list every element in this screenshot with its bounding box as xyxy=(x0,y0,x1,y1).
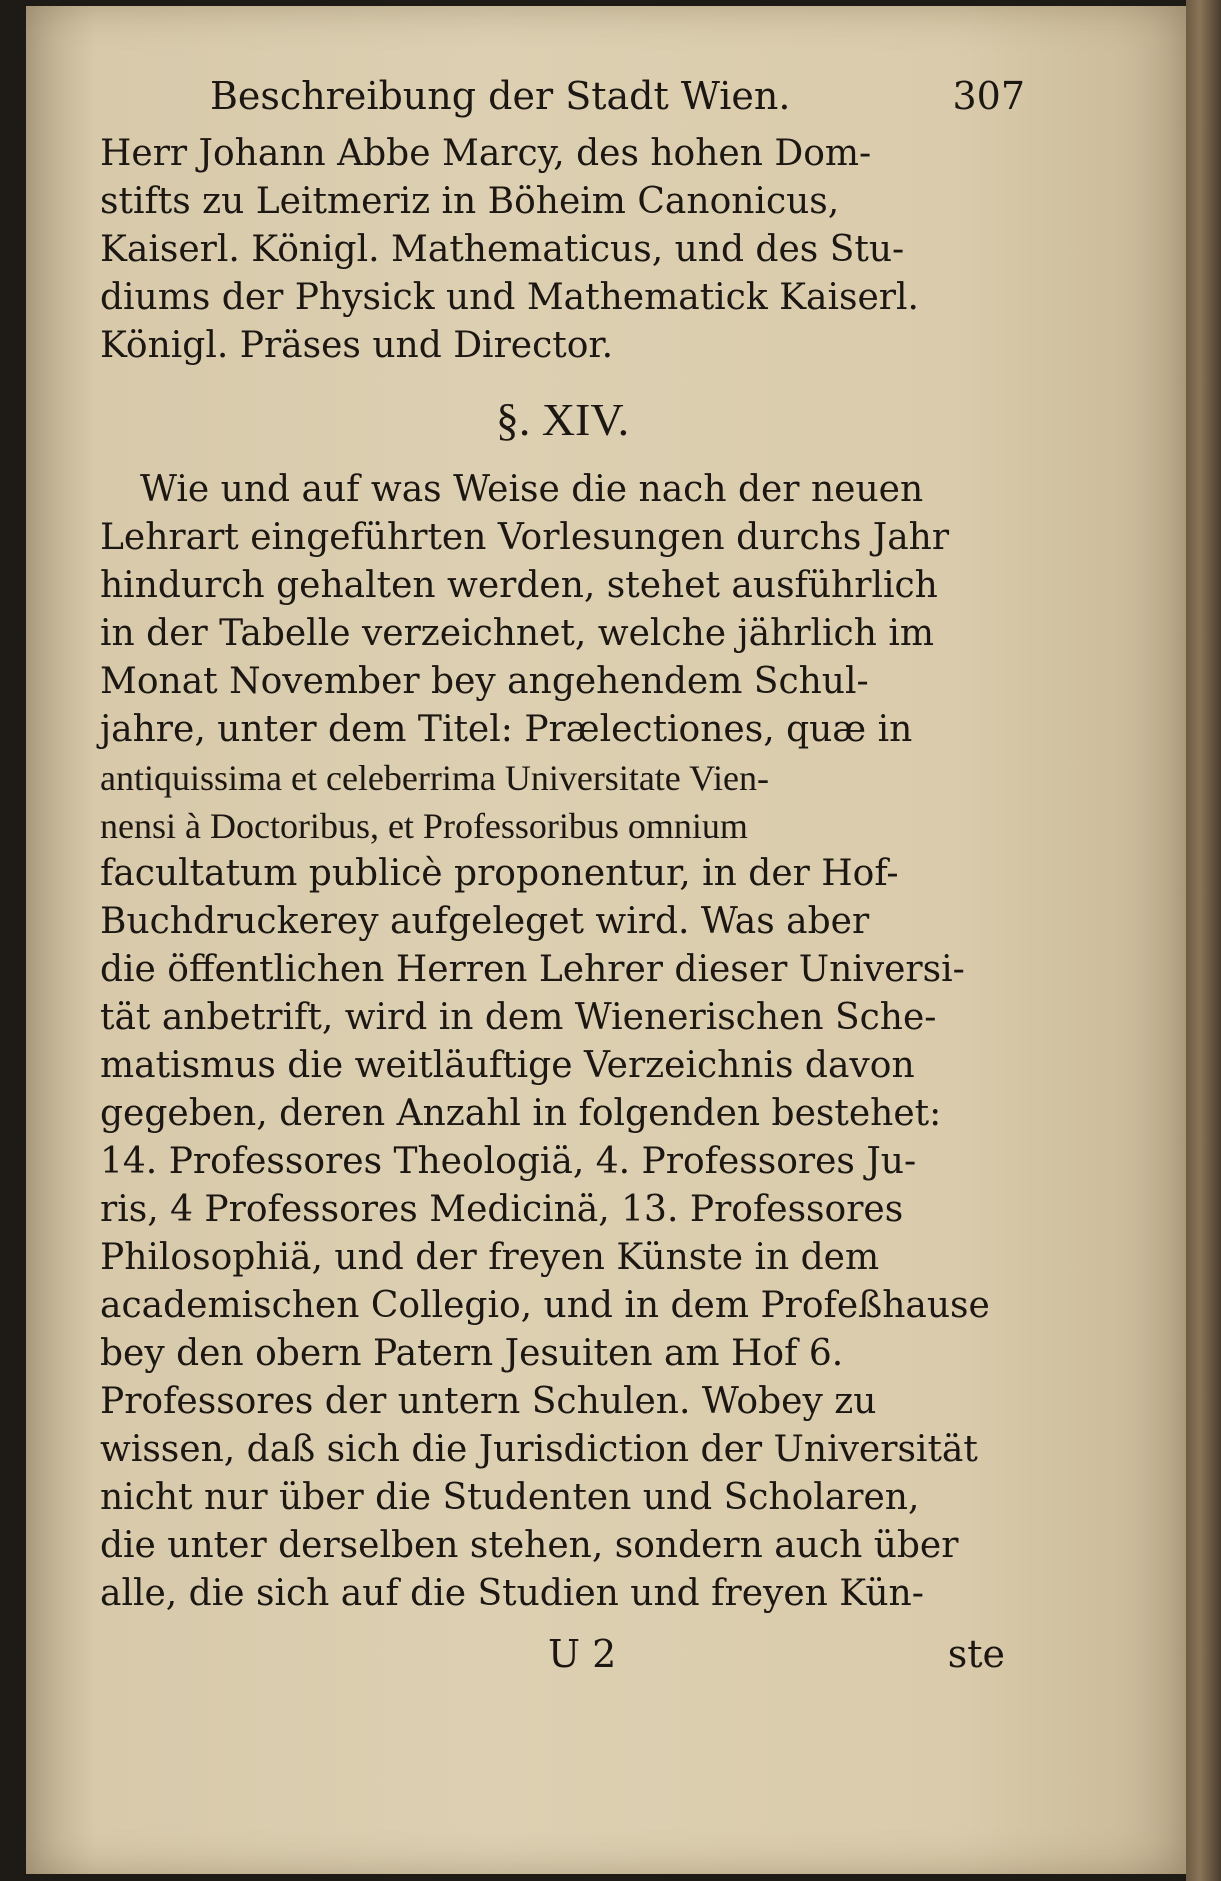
text-line: hindurch gehalten werden, stehet ausführlich xyxy=(100,565,938,606)
text-line: ris, 4 Professores Medicinä, 13. Professores xyxy=(100,1189,904,1230)
text-line: facultatum publicè proponentur, in der Hof- xyxy=(100,853,899,894)
text-line: tät anbetrift, wird in dem Wienerischen Sche- xyxy=(100,997,937,1038)
text-line: academischen Collegio, und in dem Profeßhause xyxy=(100,1285,990,1326)
page-number: 307 xyxy=(952,74,1025,118)
text-line: wissen, daß sich die Jurisdiction der Universität xyxy=(100,1429,978,1470)
intro-paragraph xyxy=(100,130,1025,370)
text-line: Professores der untern Schulen. Wobey zu xyxy=(100,1381,877,1422)
page-footer xyxy=(100,1626,1025,1686)
text-line: in der Tabelle verzeichnet, welche jährlich im xyxy=(100,613,934,654)
text-line: Monat November bey angehendem Schul- xyxy=(100,661,869,702)
text-line: diums der Physick und Mathematick Kaiserl. xyxy=(100,277,919,318)
text-line: gegeben, deren Anzahl in folgenden bestehet: xyxy=(100,1093,942,1134)
text-line: Kaiserl. Königl. Mathematicus, und des Stu- xyxy=(100,229,905,270)
body-paragraph xyxy=(100,466,1025,1618)
text-line: Philosophiä, und der freyen Künste in dem xyxy=(100,1237,880,1278)
text-line: antiquissima et celeberrima Universitate Vien- xyxy=(100,758,769,798)
running-title: Beschreibung der Stadt Wien. xyxy=(210,74,791,118)
text-line: die unter derselben stehen, sondern auch über xyxy=(100,1525,959,1566)
text-line: matismus die weitläuftige Verzeichnis davon xyxy=(100,1045,915,1086)
text-line: Wie und auf was Weise die nach der neuen xyxy=(140,469,924,510)
book-edge xyxy=(1186,0,1221,1881)
running-head xyxy=(100,60,1025,130)
page-content xyxy=(100,60,1025,1686)
signature-mark: U 2 xyxy=(548,1632,617,1676)
text-line: Königl. Präses und Director. xyxy=(100,325,614,366)
text-line: die öffentlichen Herren Lehrer dieser Universi- xyxy=(100,949,965,990)
text-line: Lehrart eingeführten Vorlesungen durchs Jahr xyxy=(100,517,950,558)
text-line: 14. Professores Theologiä, 4. Professores Ju- xyxy=(100,1141,917,1182)
text-line: stifts zu Leitmeriz in Böheim Canonicus, xyxy=(100,181,840,222)
text-line: nensi à Doctoribus, et Professoribus omnium xyxy=(100,806,748,846)
section-heading: §. XIV. xyxy=(495,394,630,445)
catchword: ste xyxy=(947,1632,1005,1676)
text-line: alle, die sich auf die Studien und freyen Kün- xyxy=(100,1573,924,1614)
text-line: Herr Johann Abbe Marcy, des hohen Dom- xyxy=(100,133,872,174)
text-line: bey den obern Patern Jesuiten am Hof 6. xyxy=(100,1333,844,1374)
text-line: nicht nur über die Studenten und Scholaren, xyxy=(100,1477,920,1518)
text-line: jahre, unter dem Titel: Prælectiones, quæ in xyxy=(100,709,913,750)
text-line: Buchdruckerey aufgeleget wird. Was aber xyxy=(100,901,870,942)
